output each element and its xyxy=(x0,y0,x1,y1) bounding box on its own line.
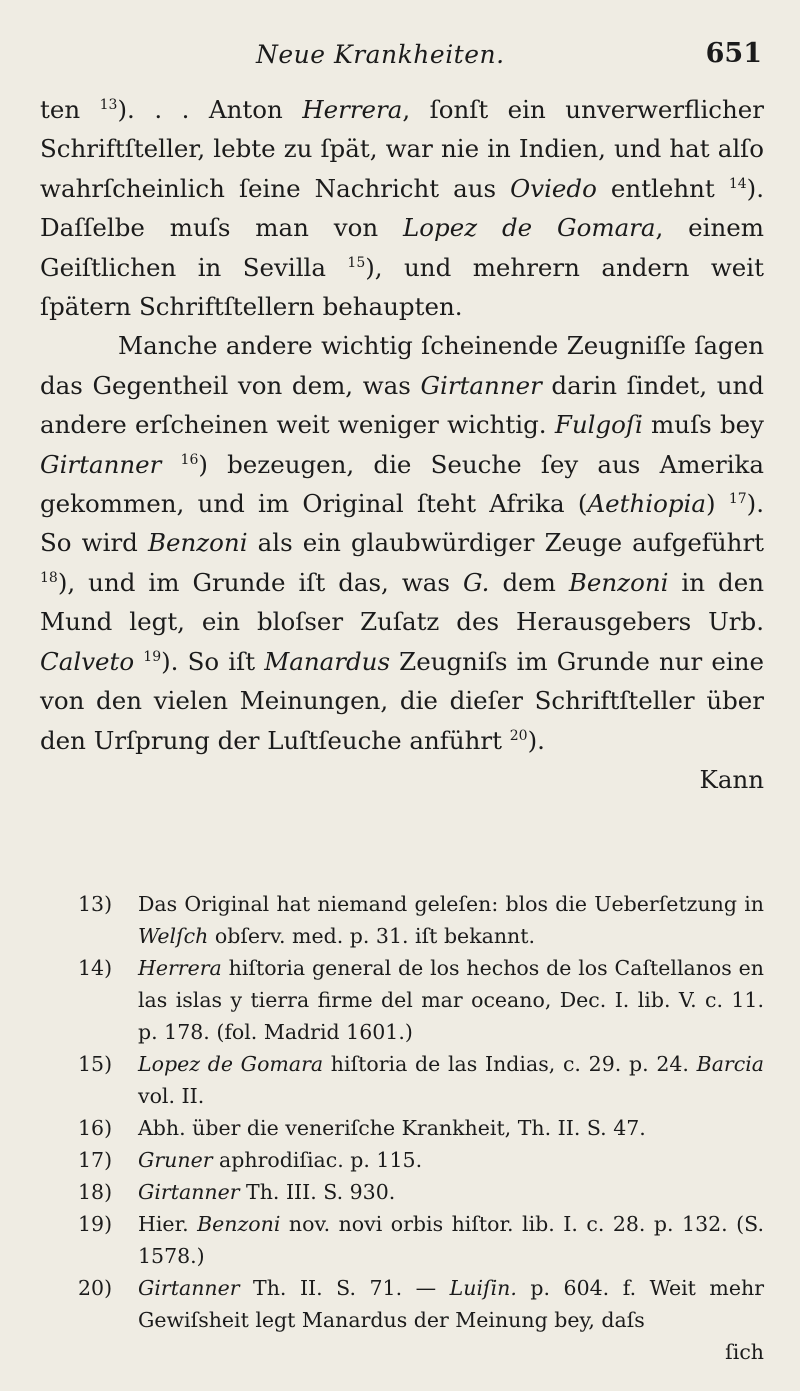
italic-text: Fulgoſi xyxy=(554,410,643,440)
footnote-number: 17) xyxy=(78,1148,113,1172)
footnotes xyxy=(78,888,764,1368)
footnote-text: Gruner aphrodiſiac. p. 115. xyxy=(138,1148,423,1172)
italic-text: G. xyxy=(462,567,490,597)
footnote-ref: 14 xyxy=(728,175,747,192)
page-header xyxy=(0,30,800,78)
footnote-number: 20) xyxy=(78,1276,113,1300)
main-text xyxy=(40,90,764,799)
footnote-number: 18) xyxy=(78,1180,113,1204)
footnote xyxy=(78,888,764,952)
footnote-text: Herrera hiſtoria general de los hechos de los Caſtellanos en las islas y tierra firme del mar oceano, Dec. I. lib. V. c. 11. p. 178. (fol. Madrid 1601.) xyxy=(138,956,764,1044)
footnote-list xyxy=(78,888,764,1336)
footnote-ref: 17 xyxy=(728,490,747,507)
footnote-ref: 15 xyxy=(347,254,366,271)
italic-text: Girtanner xyxy=(138,1276,240,1300)
footnote-ref: 20 xyxy=(509,727,528,744)
footnote xyxy=(78,1208,764,1272)
paragraph-1: ten $^{13}$). . . Anton Herrera, ſonſt ein unverwerflicher Schriftſteller, lebte zu ſpät, war nie in Indien, und hat alſo wahrſcheinlich ſeine Nachricht aus Oviedo entlehnt $^{14}$). Daſſelbe muſs man von Lopez de Gomara, einem Geiſtlichen in Sevilla $^{15}$), und mehrern andern weit ſpätern Schriftſtellern behaupten. xyxy=(40,95,765,322)
footnote-number: 19) xyxy=(78,1212,113,1236)
footnote-number: 14) xyxy=(78,956,113,980)
running-title: Neue Krankheiten. xyxy=(256,40,505,69)
italic-text: Girtanner xyxy=(40,449,162,479)
footnote xyxy=(78,1112,764,1144)
italic-text: Gruner xyxy=(138,1148,213,1172)
footnote-text: Hier. Benzoni nov. novi orbis hiſtor. lib. I. c. 28. p. 132. (S. 1578.) xyxy=(138,1212,764,1268)
footnote-text: Girtanner Th. III. S. 930. xyxy=(138,1180,396,1204)
italic-text: Luiſin. xyxy=(449,1276,517,1300)
italic-text: Lopez de Gomara xyxy=(138,1052,324,1076)
italic-text: Calveto xyxy=(40,646,135,676)
italic-text: Girtanner xyxy=(138,1180,240,1204)
paragraph-2: Manche andere wichtig ſcheinende Zeugniſſe ſagen das Gegentheil von dem, was Girtanner darin ſindet, und andere erſcheinen weit weniger wichtig. Fulgoſi muſs bey Girtanner $^{16}$) bezeugen, die Seuche ſey aus Amerika gekommen, und im Original ſteht Afrika (Aethiopia) $^{17}$). So wird Benzoni als ein glaubwürdiger Zeuge aufgeführt $^{18}$), und im Grunde iſt das, was G. dem Benzoni in den Mund legt, ein bloſser Zuſatz des Herausgebers Urb. Calveto $^{19}$). So iſt Manardus Zeugniſs im Grunde nur eine von den vielen Meinungen, die dieſer Schriftſteller über den Urſprung der Luſtſeuche anführt $^{20}$). xyxy=(40,331,764,755)
italic-text: Oviedo xyxy=(510,173,597,203)
italic-text: Barcia xyxy=(696,1052,764,1076)
italic-text: Herrera xyxy=(138,956,222,980)
italic-text: Benzoni xyxy=(197,1212,281,1236)
italic-text: Manardus xyxy=(264,646,391,676)
italic-text: Lopez de Gomara xyxy=(403,213,656,243)
italic-text: Girtanner xyxy=(420,370,542,400)
footnote-ref: 16 xyxy=(180,451,199,468)
italic-text: Welſch xyxy=(138,924,209,948)
footnote-ref: 19 xyxy=(143,648,162,665)
italic-text: Herrera xyxy=(302,95,403,124)
page-number: 651 xyxy=(705,38,762,69)
footnote-ref: 18 xyxy=(40,569,58,586)
footnote-number: 16) xyxy=(78,1116,113,1140)
italic-text: Benzoni xyxy=(568,567,669,597)
footnote-ref: 13 xyxy=(99,96,118,113)
footnote xyxy=(78,952,764,1048)
italic-text: Benzoni xyxy=(147,528,248,558)
footnote xyxy=(78,1176,764,1208)
footnote-text: Das Original hat niemand geleſen: blos die Ueberſetzung in Welſch obſerv. med. p. 31. iſt bekannt. xyxy=(138,892,764,948)
catchword: Kann xyxy=(699,764,764,794)
footnote-catchword: ſich xyxy=(725,1340,764,1364)
footnote-number: 13) xyxy=(78,892,113,916)
footnote xyxy=(78,1048,764,1112)
footnote-text: Girtanner Th. II. S. 71. — Luiſin. p. 604. f. Weit mehr Gewiſsheit legt Manardus der Meinung bey, daſs xyxy=(138,1276,764,1332)
footnote-text: Lopez de Gomara hiſtoria de las Indias, c. 29. p. 24. Barcia vol. II. xyxy=(138,1052,764,1108)
footnote xyxy=(78,1272,764,1336)
italic-text: Aethiopia xyxy=(587,489,706,519)
footnote xyxy=(78,1144,764,1176)
footnote-text: Abh. über die veneriſche Krankheit, Th. II. S. 47. xyxy=(138,1116,646,1140)
footnote-number: 15) xyxy=(78,1052,113,1076)
